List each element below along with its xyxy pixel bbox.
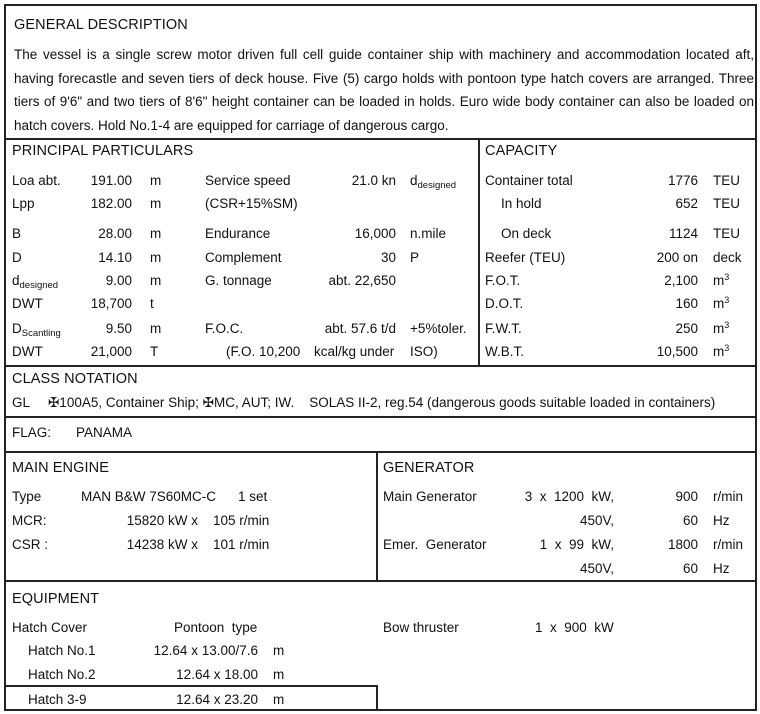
hatch-1-value: 12.64 x 13.00/7.6 <box>153 643 258 658</box>
service-speed-value: 21.0 kn <box>351 173 396 188</box>
emergency-generator-rpm-unit: r/min <box>713 537 743 552</box>
divider <box>6 580 755 582</box>
on-deck-value: 1124 <box>668 226 698 241</box>
fot-unit: $m^3$ <box>713 272 730 288</box>
engine-quantity: 1 set <box>238 489 268 504</box>
hatch-3-9-unit: m <box>273 692 285 707</box>
foc-value: abt. 57.6 t/d <box>324 321 396 336</box>
lpp-unit: m <box>150 196 162 211</box>
emergency-generator-voltage: 450V, <box>579 561 614 576</box>
engine-type-label: Type <box>12 489 42 504</box>
main-generator-label: Main Generator <box>383 489 477 504</box>
main-generator-frequency-unit: Hz <box>713 513 730 528</box>
fo-note: (F.O. 10,200 <box>226 344 301 359</box>
principal-particulars-heading: PRINCIPAL PARTICULARS <box>12 143 194 159</box>
wbt-unit: $m^3$ <box>713 343 730 359</box>
bow-thruster-value: 1 x 900 kW <box>535 620 614 635</box>
container-total-unit: TEU <box>713 173 740 188</box>
dot-label: D.O.T. <box>485 296 524 311</box>
main-generator-voltage: 450V, <box>579 513 614 528</box>
dwt-scantling-unit: T <box>150 344 159 359</box>
divider <box>6 365 755 367</box>
in-hold-label: In hold <box>501 196 542 211</box>
equipment-heading: EQUIPMENT <box>12 591 100 607</box>
capacity-heading: CAPACITY <box>485 143 558 159</box>
reefer-value: 200 on <box>656 250 698 265</box>
service-speed-condition: $d_{designed}$ <box>410 173 457 191</box>
hatch-1-label: Hatch No.1 <box>28 643 96 658</box>
main-generator-frequency: 60 <box>682 513 698 528</box>
main-generator-rpm-unit: r/min <box>713 489 743 504</box>
reefer-label: Reefer (TEU) <box>485 250 566 265</box>
class-notation-heading: CLASS NOTATION <box>12 371 138 387</box>
fot-label: F.O.T. <box>485 273 521 288</box>
on-deck-label: On deck <box>501 226 552 241</box>
dwt-designed-unit: t <box>150 296 154 311</box>
complement-label: Complement <box>205 250 282 265</box>
depth-label: D <box>12 250 22 265</box>
lpp-value: 182.00 <box>90 196 132 211</box>
on-deck-unit: TEU <box>713 226 740 241</box>
emergency-generator-frequency: 60 <box>682 561 698 576</box>
main-engine-heading: MAIN ENGINE <box>12 460 109 476</box>
divider <box>6 138 755 140</box>
csr-power: 14238 kW x <box>126 537 198 552</box>
general-description-text: The vessel is a single screw motor driven full cell guide container ship with machinery and accommodation located aft, having forecastle and seven tiers of deck house. Five (5) cargo holds with pontoon type hatch covers are arranged. Three tiers of 9'6" and two tiers of 8'6" height container can be loaded in holds. Euro wide body container can also be loaded on hatch covers. Hold No.1-4 are equipped for carriage of dangerous cargo. <box>14 47 754 133</box>
foc-label: F.O.C. <box>205 321 244 336</box>
mcr-power: 15820 kW x <box>126 513 198 528</box>
mcr-label: MCR: <box>12 513 47 528</box>
class-notation-text: ✠100A5, Container Ship; ✠MC, AUT; IW. SOLAS II-2, reg.54 (dangerous goods suitable loaded in containers) <box>48 395 716 410</box>
dwt-designed-label: DWT <box>12 296 43 311</box>
lpp-label: Lpp <box>12 196 35 211</box>
service-speed-label: Service speed <box>205 173 291 188</box>
fot-value: 2,100 <box>664 273 698 288</box>
loa-value: 191.00 <box>90 173 132 188</box>
fwt-unit: $m^3$ <box>713 320 730 336</box>
wbt-label: W.B.T. <box>485 344 525 359</box>
fwt-value: 250 <box>675 321 698 336</box>
dot-unit: $m^3$ <box>713 295 730 311</box>
depth-value: 14.10 <box>98 250 132 265</box>
fwt-label: F.W.T. <box>485 321 522 336</box>
ship-spec-sheet <box>4 4 757 711</box>
divider <box>376 451 378 580</box>
foc-tolerance: +5%toler. <box>410 321 467 336</box>
fo-iso: ISO) <box>410 344 438 359</box>
complement-value: 30 <box>380 250 396 265</box>
divider <box>376 685 378 711</box>
hatch-cover-label: Hatch Cover <box>12 620 88 635</box>
draft-designed-label: $d_{designed}$ <box>12 273 59 291</box>
complement-unit: P <box>410 250 420 265</box>
csr-label: CSR : <box>12 537 49 552</box>
draft-scantling-unit: m <box>150 321 162 336</box>
in-hold-unit: TEU <box>713 196 740 211</box>
draft-scantling-label: $D_{Scantling}$ <box>12 321 61 339</box>
endurance-label: Endurance <box>205 226 271 241</box>
hatch-3-9-value: 12.64 x 23.20 <box>176 692 258 707</box>
csr-note: (CSR+15%SM) <box>205 196 298 211</box>
endurance-unit: n.mile <box>410 226 447 241</box>
loa-unit: m <box>150 173 162 188</box>
class-notation-label: GL <box>12 395 31 410</box>
general-description-heading: GENERAL DESCRIPTION <box>14 17 188 33</box>
container-total-value: 1776 <box>667 173 698 188</box>
fo-calorific-unit: kcal/kg under <box>314 344 395 359</box>
hatch-1-unit: m <box>273 643 285 658</box>
emergency-generator-rpm: 1800 <box>667 537 698 552</box>
container-total-label: Container total <box>485 173 573 188</box>
flag-label: FLAG: <box>12 425 52 440</box>
generator-heading: GENERATOR <box>383 460 475 476</box>
emergency-generator-label: Emer. Generator <box>383 537 487 552</box>
divider <box>6 451 755 453</box>
dot-value: 160 <box>675 296 698 311</box>
mcr-rpm: 105 r/min <box>213 513 270 528</box>
endurance-value: 16,000 <box>354 226 396 241</box>
emergency-generator-frequency-unit: Hz <box>713 561 730 576</box>
depth-unit: m <box>150 250 162 265</box>
engine-type-value: MAN B&W 7S60MC-C <box>81 489 217 504</box>
flag-value: PANAMA <box>76 425 133 440</box>
divider <box>6 416 755 418</box>
emergency-generator-spec: 1 x 99 kW, <box>539 537 614 552</box>
csr-rpm: 101 r/min <box>213 537 270 552</box>
gross-tonnage-value: abt. 22,650 <box>328 273 396 288</box>
hatch-2-unit: m <box>273 667 285 682</box>
in-hold-value: 652 <box>675 196 698 211</box>
bow-thruster-label: Bow thruster <box>383 620 459 635</box>
hatch-3-9-label: Hatch 3-9 <box>28 692 87 707</box>
breadth-value: 28.00 <box>98 226 132 241</box>
dwt-scantling-value: 21,000 <box>90 344 132 359</box>
wbt-value: 10,500 <box>656 344 698 359</box>
draft-designed-value: 9.00 <box>105 273 132 288</box>
draft-scantling-value: 9.50 <box>105 321 132 336</box>
draft-designed-unit: m <box>150 273 162 288</box>
dwt-designed-value: 18,700 <box>90 296 132 311</box>
hatch-cover-type: Pontoon type <box>174 620 258 635</box>
main-generator-spec: 3 x 1200 kW, <box>524 489 614 504</box>
breadth-label: B <box>12 226 22 241</box>
hatch-2-label: Hatch No.2 <box>28 667 96 682</box>
gross-tonnage-label: G. tonnage <box>205 273 272 288</box>
divider <box>478 138 480 365</box>
divider <box>6 685 376 687</box>
main-generator-rpm: 900 <box>675 489 698 504</box>
reefer-unit: deck <box>713 250 742 265</box>
breadth-unit: m <box>150 226 162 241</box>
dwt-scantling-label: DWT <box>12 344 43 359</box>
hatch-2-value: 12.64 x 18.00 <box>176 667 258 682</box>
loa-label: Loa abt. <box>12 173 61 188</box>
